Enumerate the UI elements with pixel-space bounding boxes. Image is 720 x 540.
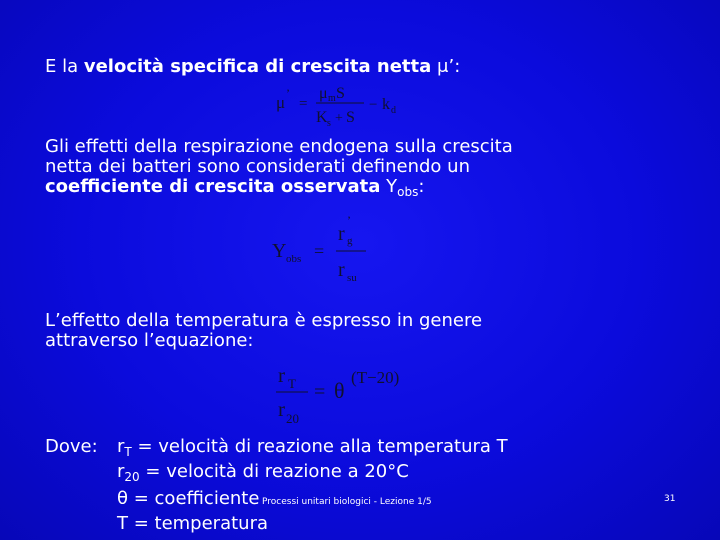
- eq2-lhs-Y: Y: [272, 240, 287, 262]
- eq3-theta: θ: [334, 378, 345, 403]
- eq2-prime: ’: [347, 213, 351, 227]
- p1-bold-term: velocità specifica di crescita netta: [83, 56, 432, 77]
- def-rT-sub: T: [124, 445, 132, 459]
- eq1-den-K: K: [316, 109, 328, 126]
- p1-prefix: E la: [45, 56, 84, 77]
- eq1-num-S: S: [336, 85, 345, 102]
- eq1-num-m: m: [328, 93, 336, 104]
- eq1-lhs-mu: μ: [276, 93, 286, 112]
- eq2-lhs-sub: obs: [286, 253, 302, 265]
- p2-colon: :: [418, 176, 425, 197]
- eq3-num-r: r: [278, 363, 285, 387]
- eq1-den-s: s: [327, 118, 331, 129]
- eq2-num-r: r: [338, 223, 345, 245]
- equation-net-growth-rate: [272, 82, 412, 132]
- def-r20-symbol: r: [117, 461, 125, 482]
- paragraph-net-growth-rate: [45, 57, 460, 77]
- def-rT-symbol: r: [117, 436, 125, 457]
- eq1-num-mu: μ: [319, 85, 328, 102]
- definition-r20: [117, 461, 409, 483]
- p2-y-sub: obs: [397, 185, 419, 199]
- footer-title: Processi unitari biologici - Lezione 1/5: [262, 497, 432, 507]
- def-rT-text: = velocità di reazione alla temperatura T: [131, 436, 508, 457]
- eq2-num-sub: g: [347, 235, 353, 247]
- equation-observed-yield: [268, 212, 378, 290]
- eq1-den-S: S: [346, 109, 355, 126]
- p1-suffix: μ’:: [431, 56, 461, 77]
- eq3-exponent: (T−20): [351, 368, 400, 387]
- eq1-prime: ’: [286, 86, 290, 100]
- page-number: 31: [664, 494, 676, 504]
- eq3-num-sub: T: [288, 376, 296, 391]
- definition-rT: [117, 436, 508, 458]
- eq1-kd-d: d: [391, 105, 396, 116]
- paragraph-temperature-effect: [45, 311, 482, 351]
- equation-temperature: [272, 358, 422, 430]
- eq3-equals: =: [314, 381, 326, 403]
- p3-line-1: L’effetto della temperatura è espresso in genere: [45, 310, 483, 331]
- eq3-den-r: r: [278, 397, 285, 421]
- eq2-den-sub: su: [347, 272, 357, 284]
- eq2-equals: =: [314, 241, 325, 261]
- eq2-den-r: r: [338, 259, 345, 281]
- eq1-minus: −: [369, 97, 378, 113]
- definition-T: T = temperatura: [117, 513, 269, 534]
- definition-theta: θ = coefficiente: [117, 488, 260, 509]
- p3-line-2: attraverso l’equazione:: [45, 330, 254, 351]
- p2-line-2: netta dei batteri sono considerati definendo un: [45, 156, 470, 177]
- def-r20-text: = velocità di reazione a 20°C: [139, 461, 409, 482]
- eq3-den-sub: 20: [286, 411, 299, 426]
- paragraph-observed-yield: [45, 137, 513, 197]
- p2-y: Y: [380, 176, 398, 197]
- eq1-den-plus: +: [335, 111, 343, 126]
- eq1-kd-k: k: [382, 96, 390, 113]
- p2-line-1: Gli effetti della respirazione endogena sulla crescita: [45, 136, 513, 157]
- eq1-equals: =: [299, 96, 308, 112]
- p2-bold-term: coefficiente di crescita osservata: [45, 176, 381, 197]
- def-r20-sub: 20: [124, 470, 140, 484]
- p2-line-3: [45, 177, 513, 197]
- definitions-label: Dove:: [45, 436, 98, 457]
